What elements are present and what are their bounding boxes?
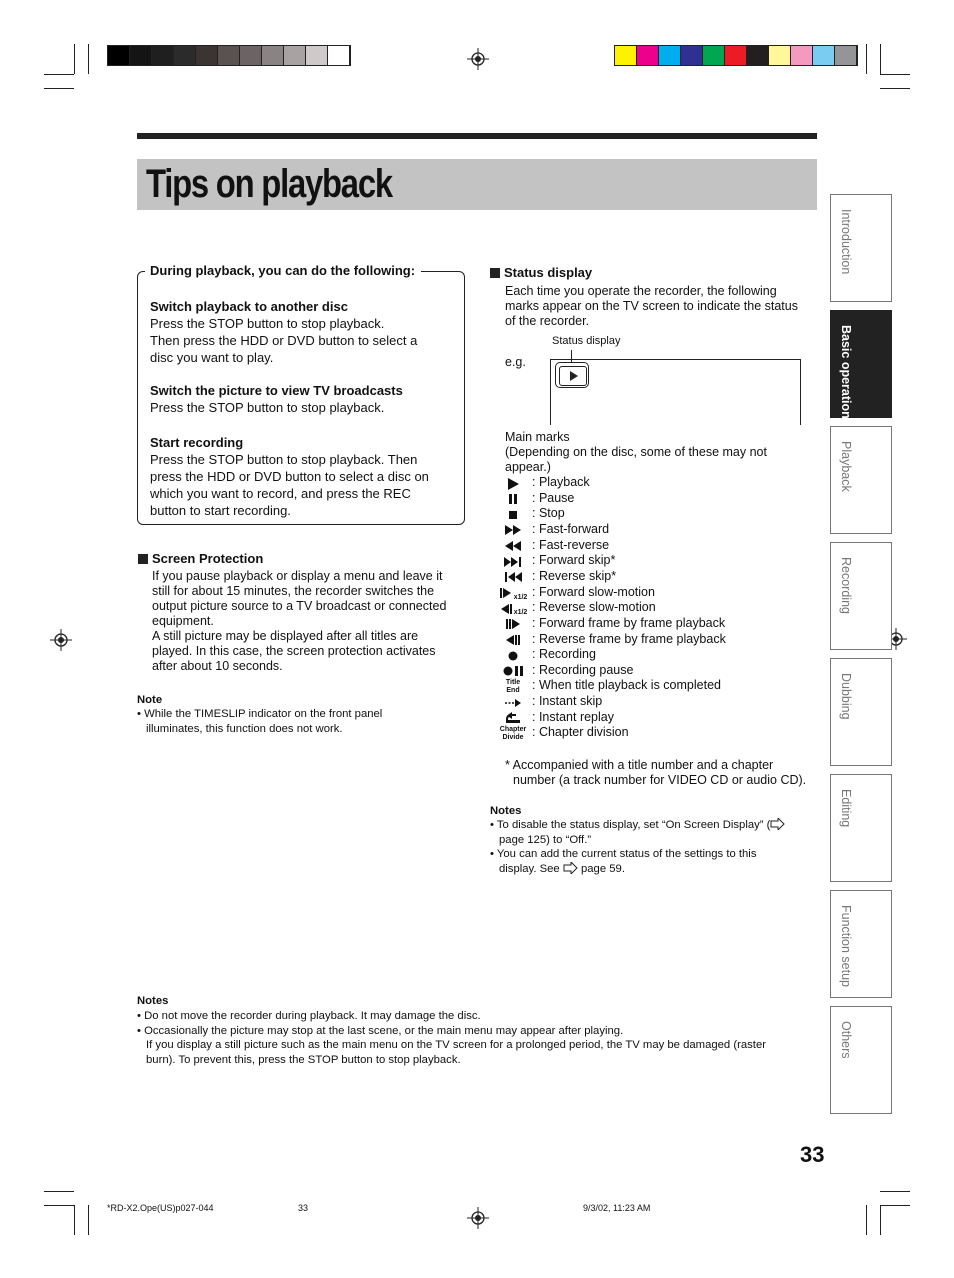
text-line: illuminates, this function does not work.: [146, 722, 343, 735]
page-title: Tips on playback: [146, 162, 392, 206]
status-mark-label: : Chapter division: [532, 725, 629, 740]
tip-line: button to start recording.: [150, 503, 291, 518]
speed-tag: x1/2: [513, 609, 528, 617]
color-swatch: [637, 46, 659, 65]
gray-swatch: [284, 46, 306, 65]
forward-slow-icon: [498, 586, 528, 601]
note-item: • You can add the current status of the settings to this: [490, 848, 757, 860]
status-mark-label: : Instant replay: [532, 709, 614, 724]
header-rule: [137, 133, 817, 139]
text-line: If you pause playback or display a menu and leave it: [152, 569, 443, 583]
tab-label: Recording: [839, 557, 853, 614]
status-mark-row: [498, 711, 818, 727]
registration-target-icon: [467, 1207, 489, 1229]
reverse-skip-icon: [498, 570, 528, 585]
text-line: of the recorder.: [505, 314, 590, 328]
tab-others[interactable]: [830, 1006, 892, 1114]
tab-label: Function setup: [839, 905, 853, 987]
forward-frame-icon: [498, 617, 528, 632]
status-mark-row: [498, 507, 818, 523]
icon-label: Chapter: [499, 726, 527, 734]
note-line: display. See page 59.: [499, 862, 625, 875]
text-line: after about 10 seconds.: [152, 659, 283, 673]
icon-label: Divide: [502, 733, 524, 741]
icon-label: End: [506, 686, 520, 694]
title-end-icon: [498, 679, 528, 694]
status-mark-label: : Recording pause: [532, 662, 634, 677]
speed-tag: x1/2: [513, 593, 528, 601]
color-swatch: [703, 46, 725, 65]
status-mark-label: : Pause: [532, 490, 575, 505]
status-display-intro: [505, 284, 815, 329]
status-mark-label: : Fast-reverse: [532, 537, 610, 552]
pause-icon: [498, 492, 528, 507]
gray-swatch: [174, 46, 196, 65]
example-label: e.g.: [505, 355, 526, 369]
gray-swatch: [218, 46, 240, 65]
tip-switch-tv: [150, 382, 460, 416]
tip-title: Start recording: [150, 435, 244, 450]
text-line: output picture source to a TV broadcast or connected: [152, 599, 447, 613]
color-swatch: [615, 46, 637, 65]
reference-arrow-icon: [563, 862, 578, 874]
color-swatch: [769, 46, 791, 65]
tip-line: disc you want to play.: [150, 350, 274, 365]
gray-swatch: [152, 46, 174, 65]
tip-start-recording: [150, 434, 460, 519]
status-mark-row: [498, 648, 818, 664]
color-swatch: [791, 46, 813, 65]
status-mark-label: : When title playback is completed: [532, 678, 721, 693]
tip-line: Press the STOP button to stop playback.: [150, 316, 385, 331]
note-body: [137, 707, 457, 736]
status-mark-row: [498, 726, 818, 742]
reverse-frame-icon: [498, 633, 528, 648]
main-marks-heading: [505, 430, 815, 475]
page-number: 33: [800, 1142, 825, 1167]
gray-swatch: [196, 46, 218, 65]
note-line: page 125) to “Off.”: [499, 833, 592, 846]
tab-label: Basic operations: [839, 325, 853, 426]
status-display-heading: Status display: [490, 264, 592, 281]
tab-function-setup[interactable]: [830, 890, 892, 998]
marks-footnote: [505, 758, 825, 788]
status-mark-label: : Instant skip: [532, 694, 603, 709]
text-line: appear.): [505, 460, 551, 474]
fast-reverse-icon: [498, 539, 528, 554]
status-mark-label: : Fast-forward: [532, 521, 610, 536]
bullet-square-icon: [490, 268, 500, 278]
note-line: burn). To prevent this, press the STOP button to stop playback.: [146, 1053, 461, 1066]
color-swatch: [681, 46, 703, 65]
tip-title: Switch playback to another disc: [150, 299, 348, 314]
tip-line: Then press the HDD or DVD button to select a: [150, 333, 418, 348]
text-line: A still picture may be displayed after all titles are: [152, 629, 419, 643]
tab-basic-operations[interactable]: [830, 310, 892, 426]
status-mark-label: : Stop: [532, 506, 565, 521]
status-mark-row: [498, 679, 818, 695]
status-mark-row: [498, 601, 818, 617]
status-mark-label: : Reverse slow-motion: [532, 600, 656, 615]
reverse-slow-icon: [498, 601, 528, 616]
icon-label: Title: [505, 679, 521, 687]
gray-swatch: [240, 46, 262, 65]
tip-title: Switch the picture to view TV broadcasts: [150, 383, 403, 398]
status-mark-row: [498, 539, 818, 555]
note-line: • Do not move the recorder during playback. It may damage the disc.: [137, 1010, 481, 1022]
reference-arrow-icon: [770, 818, 785, 830]
gray-swatch: [306, 46, 328, 65]
recording-pause-icon: [498, 664, 528, 679]
status-notes-body: [490, 818, 820, 876]
text-line: • While the TIMESLIP indicator on the front panel: [137, 708, 383, 720]
tab-dubbing[interactable]: [830, 658, 892, 766]
footer-date: 9/3/02, 11:23 AM: [583, 1203, 651, 1213]
text-line: (Depending on the disc, some of these may not: [505, 445, 767, 459]
stop-icon: [498, 507, 528, 522]
notes-heading: Notes: [490, 805, 522, 817]
color-swatch: [813, 46, 835, 65]
bullet-square-icon: [138, 554, 148, 564]
status-example-icon: [555, 362, 589, 388]
chapter-divide-icon: [498, 726, 528, 741]
playback-tips-heading: During playback, you can do the following:: [145, 263, 421, 278]
footer-file: *RD-X2.Ope(US)p027-044: [107, 1203, 214, 1213]
registration-target-icon: [467, 48, 489, 70]
forward-skip-icon: [498, 554, 528, 569]
status-mark-row: [498, 586, 818, 602]
color-swatch: [747, 46, 769, 65]
record-icon: [498, 648, 528, 663]
status-mark-label: : Forward skip*: [532, 553, 616, 568]
instant-skip-icon: [498, 695, 528, 710]
status-mark-row: [498, 695, 818, 711]
gray-swatch: [262, 46, 284, 65]
bottom-notes-body: [137, 1009, 817, 1067]
status-display-callout: Status display: [552, 335, 621, 347]
text-line: * Accompanied with a title number and a chapter: [505, 758, 774, 772]
status-mark-row: [498, 570, 818, 586]
screen-protection-heading: Screen Protection: [138, 550, 263, 567]
status-mark-label: : Forward frame by frame playback: [532, 615, 726, 630]
status-mark-row: [498, 664, 818, 680]
note-item: • To disable the status display, set “On Screen Display” (: [490, 818, 820, 833]
play-icon: [498, 476, 528, 491]
tip-line: which you want to record, and press the REC: [150, 486, 411, 501]
text-line: equipment.: [152, 614, 214, 628]
gray-swatch: [328, 46, 350, 65]
tab-label: Introduction: [839, 209, 853, 275]
color-swatch: [659, 46, 681, 65]
fast-forward-icon: [498, 523, 528, 538]
tab-label: Playback: [839, 441, 853, 492]
text-line: number (a track number for VIDEO CD or audio CD).: [513, 773, 807, 787]
bottom-notes-heading: Notes: [137, 995, 169, 1007]
status-mark-row: [498, 476, 818, 492]
instant-replay-icon: [498, 711, 528, 726]
status-mark-label: : Reverse skip*: [532, 568, 617, 583]
registration-target-icon: [50, 629, 72, 651]
footer-page: 33: [298, 1203, 309, 1213]
gray-swatch: [108, 46, 130, 65]
status-mark-label: : Playback: [532, 475, 590, 489]
note-line: • Occasionally the picture may stop at the last scene, or the main menu may appear after playing.: [137, 1024, 624, 1037]
text-line: still for about 15 minutes, the recorder switches the: [152, 584, 435, 598]
gray-swatch: [130, 46, 152, 65]
tip-line: Press the STOP button to stop playback. Then: [150, 452, 418, 467]
note-line: If you display a still picture such as the main menu on the TV screen for a prolonged period, the TV may be damaged (raster: [146, 1039, 766, 1051]
text-line: marks appear on the TV screen to indicate the status: [505, 299, 798, 313]
text-line: Each time you operate the recorder, the following: [505, 284, 777, 298]
status-mark-row: [498, 554, 818, 570]
tab-label: Editing: [839, 789, 853, 828]
tip-switch-disc: [150, 298, 460, 366]
tip-line: Press the STOP button to stop playback.: [150, 400, 385, 415]
color-swatch: [835, 46, 857, 65]
tab-recording[interactable]: [830, 542, 892, 650]
tab-label: Dubbing: [839, 673, 853, 720]
tab-editing[interactable]: [830, 774, 892, 882]
status-mark-row: [498, 523, 818, 539]
text-line: Main marks: [505, 430, 570, 444]
status-mark-row: [498, 633, 818, 649]
color-swatch: [725, 46, 747, 65]
tip-line: press the HDD or DVD button to select a disc on: [150, 469, 429, 484]
tab-playback[interactable]: [830, 426, 892, 534]
text-line: played. In this case, the screen protection activates: [152, 644, 436, 658]
status-mark-label: : Reverse frame by frame playback: [532, 631, 726, 646]
status-mark-label: : Recording: [532, 647, 596, 662]
status-mark-row: [498, 492, 818, 508]
tab-label: Others: [839, 1021, 853, 1059]
status-mark-row: [498, 617, 818, 633]
color-calibration-bar: [614, 45, 858, 66]
note-heading: Note: [137, 694, 163, 706]
tab-introduction[interactable]: [830, 194, 892, 302]
grayscale-calibration-bar: [107, 45, 351, 66]
screen-protection-body: [152, 569, 462, 674]
status-mark-label: : Forward slow-motion: [532, 584, 655, 599]
